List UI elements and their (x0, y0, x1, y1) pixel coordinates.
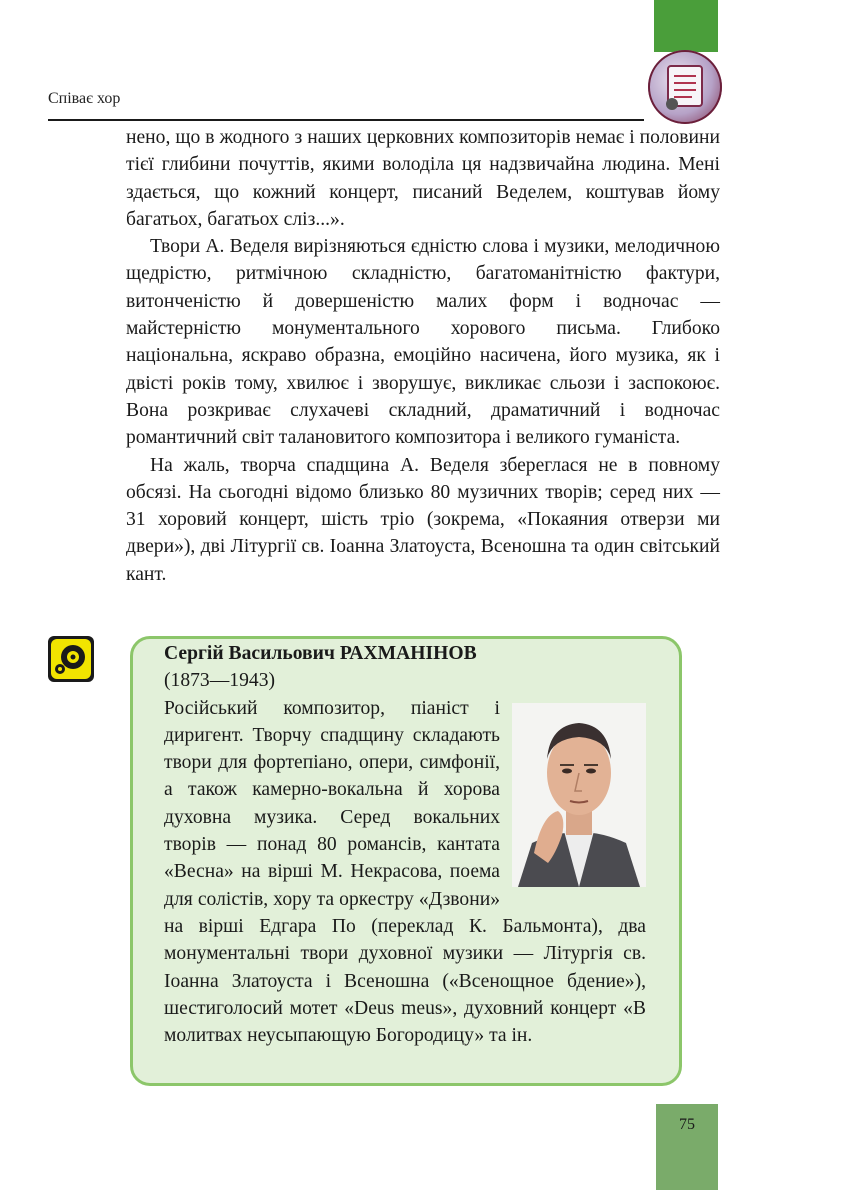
main-text (126, 124, 720, 588)
paragraph-2: Твори А. Веделя вирізняються єдністю слова і музики, мелодичною щедрістю, ритмічною складністю, багатоманітністю фактури, витонченістю й довершеністю малих форм і водночас — майстерністю монументального хорового письма. Глибоко національна, яскраво образна, емоційно насичена, його музика, як і двісті років тому, хвилює і зворушує, викликає сльози і заспокоює. Вона розкриває слухачеві складний, драматичний і водночас романтичний світ талановитого композитора і великого гуманіста. (126, 236, 720, 449)
composer-bio: Російський композитор, піаніст і диригент. Творчу спадщину складають твори для фортепіано, опери, симфонії, а також камерно-вокальна й хорова духовна музика. Серед вокальних творів — понад 80 романсів, кантата «Весна» на вірші М. Некрасова, поема для солістів, хору та оркестру «Дзвони» на вірші Едгара По (переклад К. Бальмонта), два монументальні твори духовної музики — Літургія св. Іоанна Златоуста і Всеношна («Всенощное бдение»), шестиголосий мотет «Deus meus», духовний концерт «В молитвах неусыпающую Богородицу» та ін. (164, 697, 646, 1047)
film-reel-icon (48, 636, 94, 682)
choir-sheet-music-icon (648, 50, 722, 124)
composer-name: Сергій Васильович РАХМАНІНОВ (164, 643, 477, 664)
page-number: 75 (679, 1116, 695, 1133)
top-green-tab (654, 0, 718, 52)
composer-portrait (512, 703, 646, 887)
paragraph-1: нено, що в жодного з наших церковних композиторів немає і половини тієї глибини почуттів, якими володіла ця надзвичайна людина. Мені здається, що кожний концерт, писаний Веделем, коштував йому багатьох, багатьох сліз...». (126, 127, 720, 230)
paragraph-3: На жаль, творча спадщина А. Веделя збереглася не в повному обсязі. На сьогодні відомо близько 80 музичних творів; серед них — 31 хоровий концерт, шість тріо (зокрема, «Покаяния отверзи ми двери»), дві Літургії св. Іоанна Златоуста, Всеношна та один світський кант. (126, 454, 720, 585)
section-title: Співає хор (48, 90, 121, 107)
header-divider (48, 119, 644, 121)
composer-years: (1873—1943) (164, 670, 276, 692)
composer-info-text (164, 640, 646, 1049)
